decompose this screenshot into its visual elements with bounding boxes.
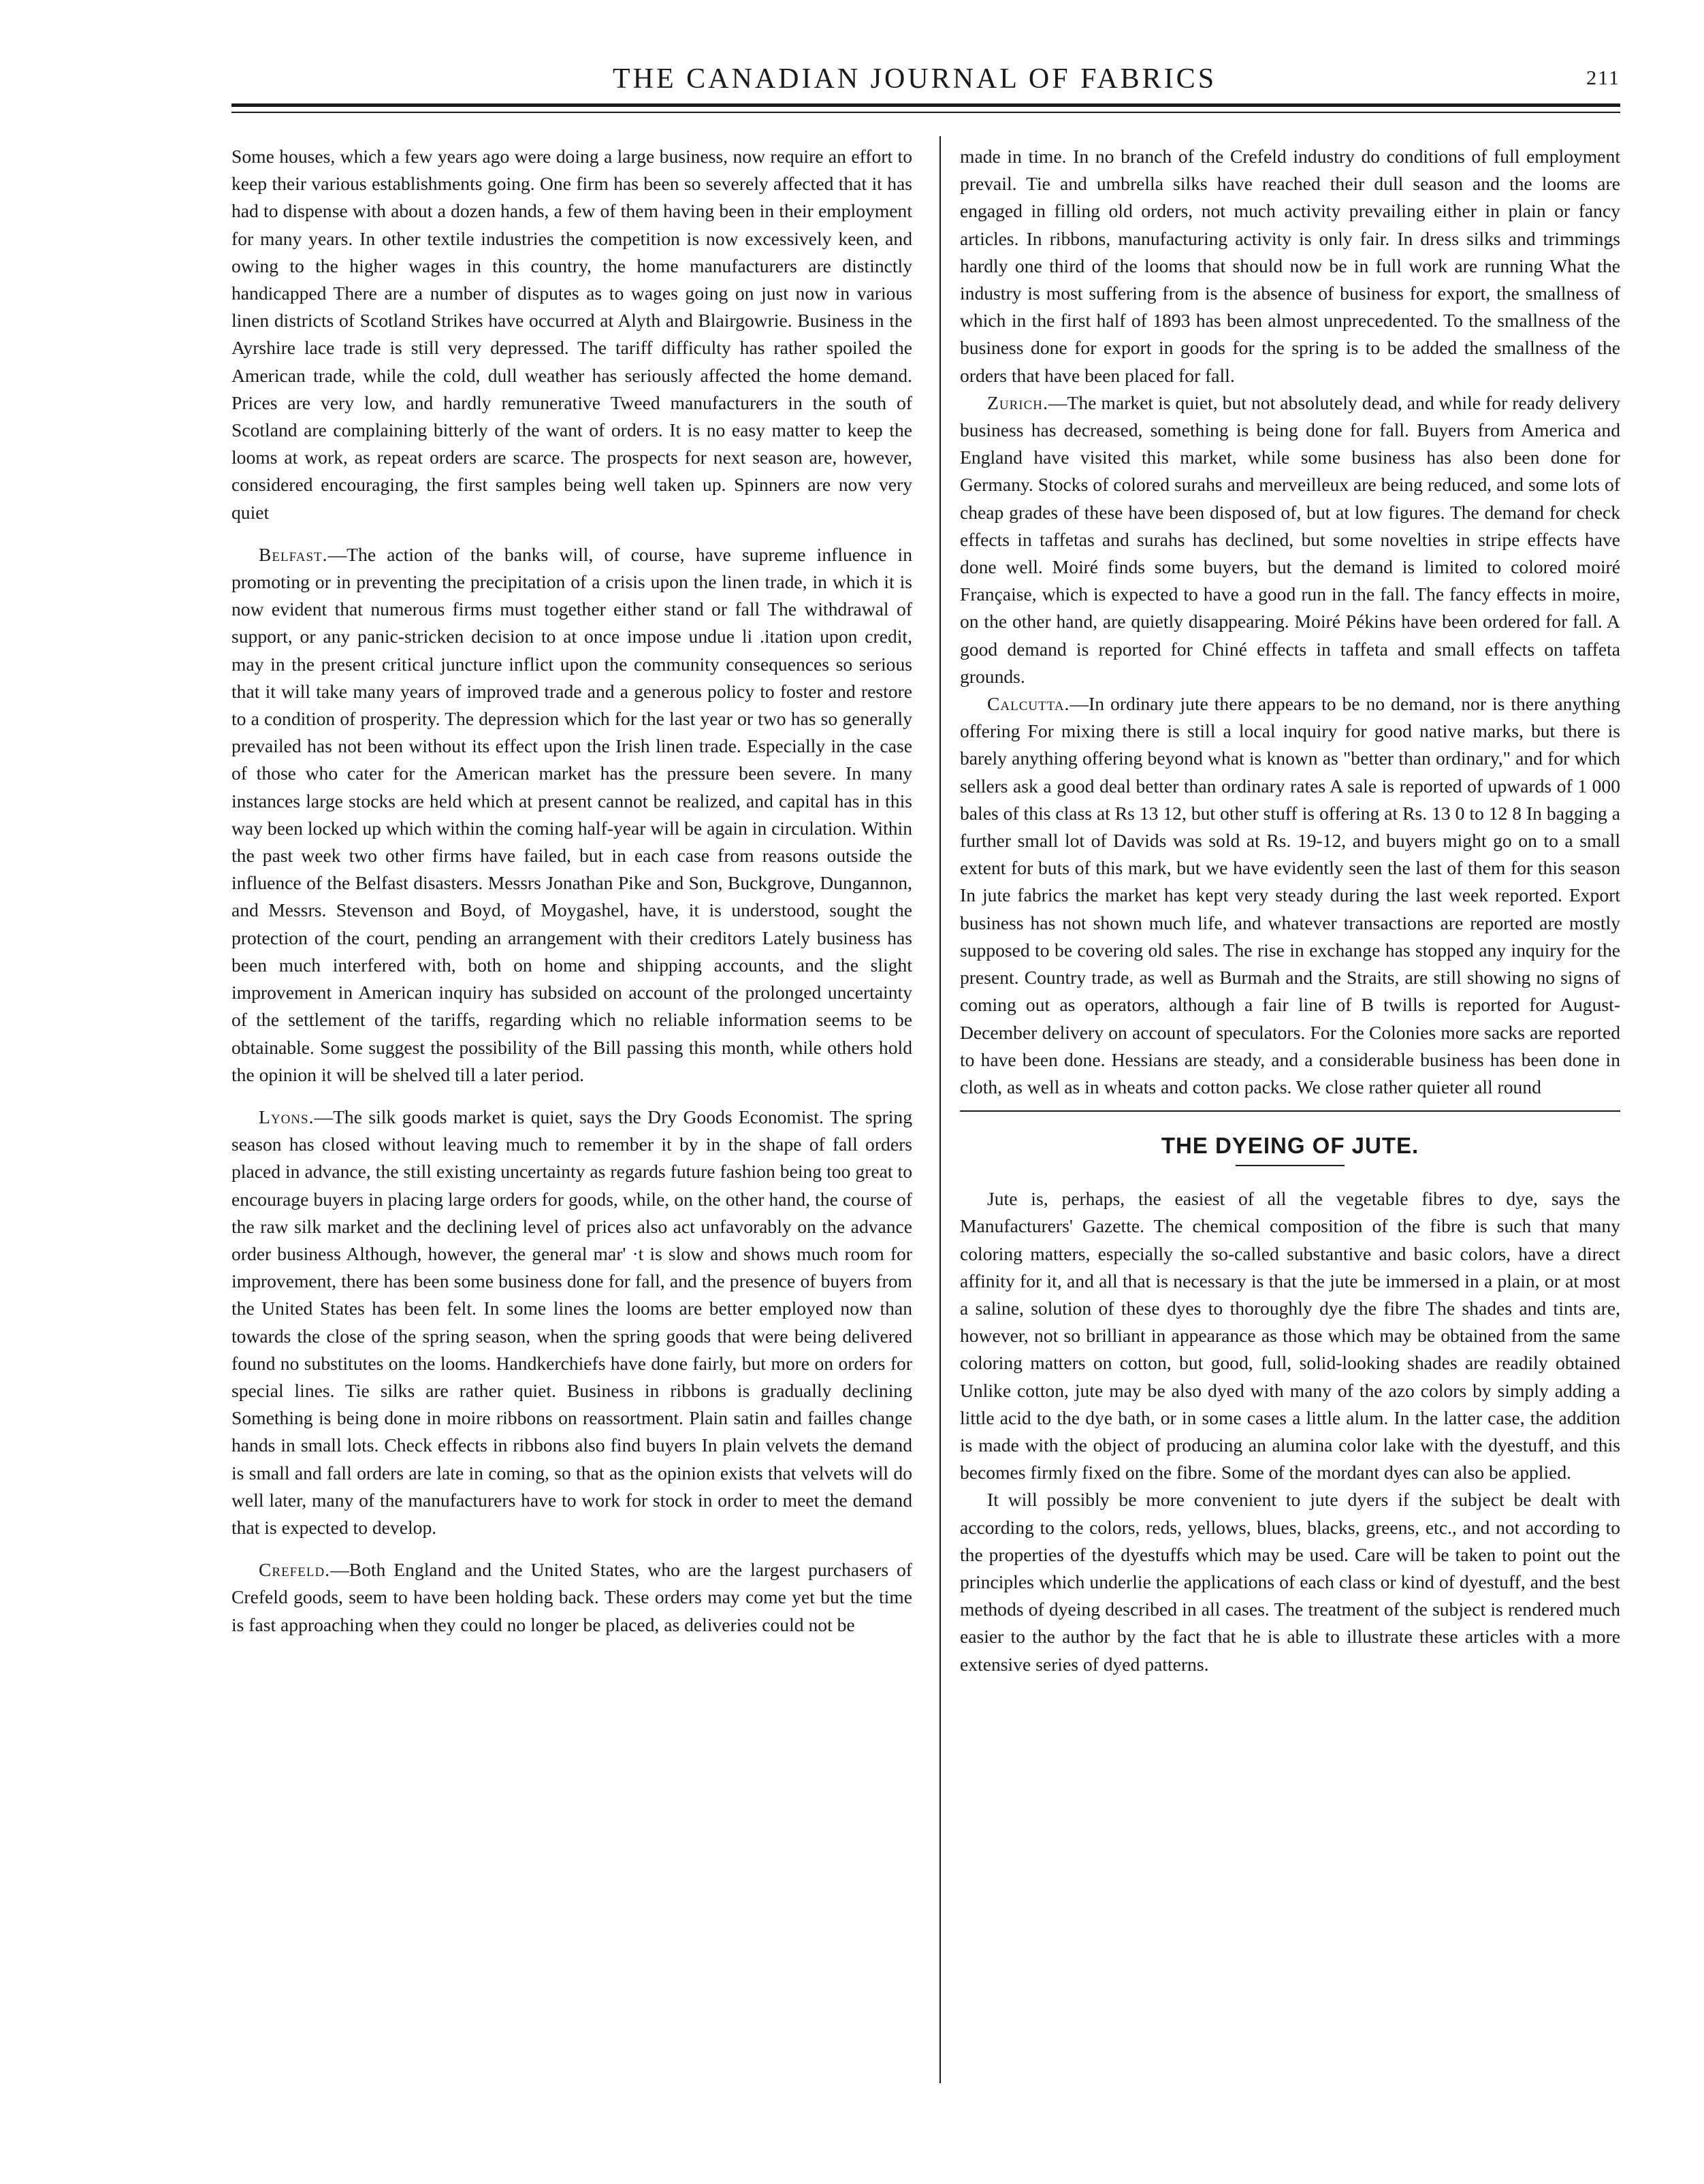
heading-underline: [1236, 1165, 1345, 1166]
paragraph-text: made in time. In no branch of the Crefeld industry do conditions of full employment prevail. Tie and umbrella silks have reached their dull season and the looms are engaged in filling old orders, not much activity prevailing either in plain or fancy articles. In ribbons, manufacturing activity is only fair. In dress silks and trimmings hardly one third of the looms that should now be in full work are running What the industry is most suffering from is the absence of business for export, the smallness of which in the first half of 1893 has been almost unprecedented. To the smallness of the business done for export in goods for the spring is to be added the smallness of the orders that have been placed for fall.: [960, 146, 1620, 386]
header-rule-thin: [231, 112, 1620, 113]
dateline-calcutta: Calcutta.: [987, 693, 1070, 715]
paragraph-scotland: [231, 143, 912, 526]
article-separator-rule: [960, 1110, 1620, 1112]
article-paragraph: [960, 1185, 1620, 1486]
paragraph-text: —The action of the banks will, of course, have supreme influence in promoting or in preventing the precipitation of a crisis upon the linen trade, in which it is now evident that numerous firms must together either stand or fall The withdrawal of support, or any panic-stricken decision to at once impose undue li .itation upon credit, may in the present critical juncture inflict upon the community consequences so serious that it will take many years of improved trade and a generous policy to foster and restore to a condition of prosperity. The depression which for the last year or two has so generally prevailed has not been without its effect upon the Irish linen trade. Especially in the case of those who cater for the American market has the pressure been severe. In many instances large stocks are held which at present cannot be realized, and capital has in this way been locked up which within the coming half-year will be again in circulation. Within the past week two other firms have failed, but in each case from reasons outside the influence of the Belfast disasters. Messrs Jonathan Pike and Son, Buckgrove, Dungannon, and Messrs. Stevenson and Boyd, of Moygashel, have, it is understood, sought the protection of the court, pending an arrangement with their creditors Lately business has been much interfered with, both on home and shipping accounts, and the slight improvement in American inquiry has subsided on account of the prolonged uncertainty of the settlement of the tariffs, regarding which no reliable information seems to be obtainable. Some suggest the possibility of the Bill passing this month, while others hold the opinion it will be shelved till a later period.: [231, 543, 912, 1085]
dateline-lyons: Lyons.: [259, 1106, 315, 1127]
paragraph-zurich: [960, 389, 1620, 690]
paragraph-text: —The market is quiet, but not absolutely dead, and while for ready delivery business has decreased, something is being done for fall. Buyers from America and England have visited this market, while some business has also been done for Germany. Stocks of colored surahs and merveilleux are being reduced, and some lots of cheap grades of these have been disposed of, but at low figures. The demand for check effects in taffetas and surahs has declined, but some novelties in stripe effects have done well. Moiré finds some buyers, but the demand is limited to colored moiré Française, which is expected to have a good run in the fall. The fancy effects in moire, on the other hand, are quietly disappearing. Moiré Pékins have been ordered for fall. A good demand is reported for Chiné effects in taffeta and small effects on taffeta grounds.: [960, 391, 1620, 687]
paragraph-text: —Both England and the United States, who are the largest purchasers of Crefeld goods, seem to have been holding back. These orders may come yet but the time is fast approaching when they could no longer be placed, as deliveries could not be: [231, 1559, 912, 1635]
dateline-crefeld: Crefeld.: [259, 1559, 331, 1581]
paragraph-belfast: [231, 541, 912, 1089]
dateline-zurich: Zurich.: [987, 391, 1048, 413]
paragraph-text: —The silk goods market is quiet, says the Dry Goods Economist. The spring season has closed without leaving much to remember it by in the shape of fall orders placed in advance, the still existing uncertainty as regards future fashion being too great to encourage buyers in placing large orders for goods, while, on the other hand, the course of the raw silk market and the declining level of prices also act unfavorably on the advance order business Although, however, the general mar' ·t is slow and shows much room for improvement, there has been some business done for fall, and the presence of buyers from the United States has been felt. In some lines the looms are better employed now than towards the close of the spring season, when the spring goods that were being delivered found no substitutes on the looms. Handkerchiefs have done fairly, but more on orders for special lines. Tie silks are rather quiet. Business in ribbons is gradually declining Something is being done in moire ribbons on reassortment. Plain satin and failles change hands in small lots. Check effects in ribbons also find buyers In plain velvets the demand is small and fall orders are late in coming, so that as the opinion exists that velvets will do well later, many of the manufacturers have to work for stock in order to meet the demand that is expected to develop.: [231, 1106, 912, 1538]
paragraph-text: Some houses, which a few years ago were doing a large business, now require an effort to keep their various establishments going. One firm has been so severely affected that it has had to dispense with about a dozen hands, a few of them having been in their employment for many years. In other textile industries the competition is now excessively keen, and owing to the higher wages in this country, the home manufacturers are distinctly handicapped There are a number of disputes as to wages going on just now in various linen districts of Scotland Strikes have occurred at Alyth and Blairgowrie. Business in the Ayrshire lace trade is still very depressed. The tariff difficulty has rather spoiled the American trade, while the cold, dull weather has seriously affected the home demand. Prices are very low, and hardly remunerative Tweed manufacturers in the south of Scotland are complaining bitterly of the want of orders. It is no easy matter to keep the looms at work, as repeat orders are scarce. The prospects for next season are, however, considered encouraging, the first samples being well taken up. Spinners are now very quiet: [231, 146, 912, 523]
header-rule-thick: [231, 103, 1620, 107]
paragraph-text: Jute is, perhaps, the easiest of all the vegetable fibres to dye, says the Manufacturers' Gazette. The chemical composition of the fibre is such that many coloring matters, especially the so-called substantive and basic colors, have a direct affinity for it, and all that is necessary is that the jute be immersed in a plain, or at most a saline, solution of these dyes to thoroughly dye the fibre The shades and tints are, however, not so brilliant in appearance as those which may be obtained from the same coloring matters on cotton, but good, full, solid-looking shades are readily obtained Unlike cotton, jute may be also dyed with many of the azo colors by simply adding a little acid to the dye bath, or in some cases a little alum. In the latter case, the addition is made with the object of producing an alumina color lake with the dyestuff, and this becomes firmly fixed on the fibre. Some of the mordant dyes can also be applied.: [960, 1188, 1620, 1483]
article-heading: [960, 1132, 1620, 1166]
paragraph-crefeld-continued: [960, 143, 1620, 389]
article-paragraph: [960, 1486, 1620, 1677]
column-divider: [939, 136, 941, 2083]
paragraph-lyons: [231, 1104, 912, 1541]
paragraph-text: —In ordinary jute there appears to be no demand, nor is there anything offering For mixing there is still a local inquiry for good native marks, but there is barely anything offering beyond what is known as "better than ordinary," and for which sellers ask a good deal better than ordinary rates A sale is reported of upwards of 1 000 bales of this class at Rs 13 12, but other stuff is offering at Rs. 13 0 to 12 8 In bagging a further small lot of Davids was sold at Rs. 19-12, and buyers might go on to a small extent for buts of this mark, but we have evidently seen the last of them for this season In jute fabrics the market has kept very steady during the last week reported. Export business has not shown much life, and whatever transactions are reported are mostly supposed to be covering old sales. The rise in exchange has stopped any inquiry for the present. Country trade, as well as Burmah and the Straits, are still showing no signs of coming out as operators, although a fair line of B twills is reported for August-December delivery on account of speculators. For the Colonies more sacks are reported to have been done. Hessians are steady, and a considerable business has been done in cloth, as well as in wheats and cotton packs. We close rather quieter all round: [960, 693, 1620, 1097]
dateline-belfast: Belfast.: [259, 543, 328, 565]
paragraph-crefeld: [231, 1556, 912, 1639]
right-column: [960, 143, 1620, 1678]
article-heading-text: THE DYEING OF JUTE.: [1161, 1133, 1419, 1159]
paragraph-calcutta: [960, 690, 1620, 1101]
running-title: THE CANADIAN JOURNAL OF FABRICS: [613, 63, 1217, 95]
paragraph-text: It will possibly be more convenient to jute dyers if the subject be dealt with according to the colors, reds, yellows, blues, blacks, greens, etc., and not according to the properties of the dyestuffs which may be used. Care will be taken to point out the principles which underlie the applications of each class or kind of dyestuff, and the best methods of dyeing described in all cases. The treatment of the subject is rendered much easier to the author by the fact that he is able to illustrate these articles with a more extensive series of dyed patterns.: [960, 1489, 1620, 1675]
left-column: [231, 143, 912, 1639]
page-number: 211: [1586, 67, 1620, 89]
page-header: [231, 63, 1620, 103]
